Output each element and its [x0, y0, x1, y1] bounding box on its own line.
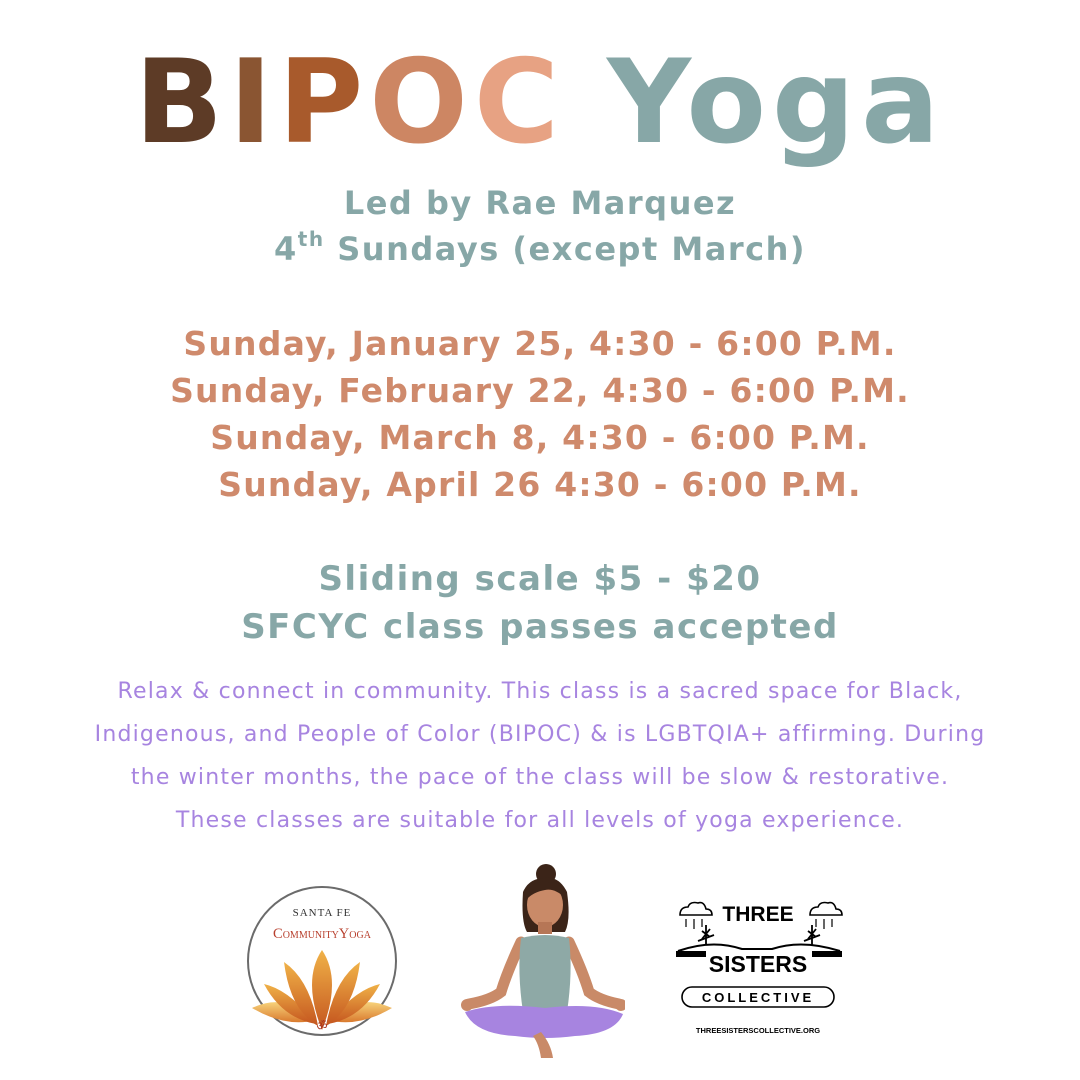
page-title [0, 28, 1080, 178]
meditating-figure-icon [455, 862, 625, 1062]
date-item: Sunday, January 25, 4:30 - 6:00 P.M. [183, 324, 897, 363]
three-sisters-collective-logo [672, 895, 844, 1045]
pricing-block [0, 555, 1080, 651]
date-item: Sunday, March 8, 4:30 - 6:00 P.M. [210, 418, 870, 457]
sliding-scale: Sliding scale $5 - $20 [318, 559, 762, 599]
description-line: These classes are suitable for all levels of yoga experience. [175, 808, 905, 833]
description-line: Indigenous, and People of Color (BIPOC) & is LGBTQIA+ affirming. During [94, 722, 986, 747]
tsc-line1: Three [722, 903, 794, 926]
title-letter: C [473, 35, 566, 170]
schedule-number: 4 [274, 230, 298, 268]
title-letter: P [278, 35, 370, 170]
corn-icon [698, 925, 820, 945]
schedule-text: Sundays (except March) [324, 230, 806, 268]
description-line: the winter months, the pace of the class will be slow & restorative. [130, 765, 950, 790]
instructor-line: Led by Rae Marquez [343, 184, 737, 222]
tsc-line2: Sisters [708, 951, 808, 977]
om-icon: ॐ [316, 1019, 328, 1033]
tsc-url: THREESISTERSCOLLECTIVE.ORG [695, 1026, 821, 1035]
sfcy-line1: Santa Fe [292, 907, 352, 919]
title-letter: B [134, 35, 230, 170]
description-line: Relax & connect in community. This class is a sacred space for Black, [117, 679, 963, 704]
title-word-yoga: Yoga [607, 35, 946, 170]
sfcy-line2: CommunityYoga [273, 926, 371, 942]
title-letter: I [229, 35, 279, 170]
dates-list [0, 320, 1080, 508]
title-letter: O [369, 35, 474, 170]
class-passes: SFCYC class passes accepted [241, 607, 839, 647]
schedule-line [0, 226, 1080, 272]
tsc-line3: Collective [701, 990, 815, 1005]
schedule-suffix: th [297, 227, 325, 251]
date-item: Sunday, February 22, 4:30 - 6:00 P.M. [170, 371, 910, 410]
date-item: Sunday, April 26 4:30 - 6:00 P.M. [218, 465, 862, 504]
santa-fe-community-yoga-logo [246, 880, 398, 1045]
description [20, 670, 1060, 842]
subtitle-block [0, 180, 1080, 272]
